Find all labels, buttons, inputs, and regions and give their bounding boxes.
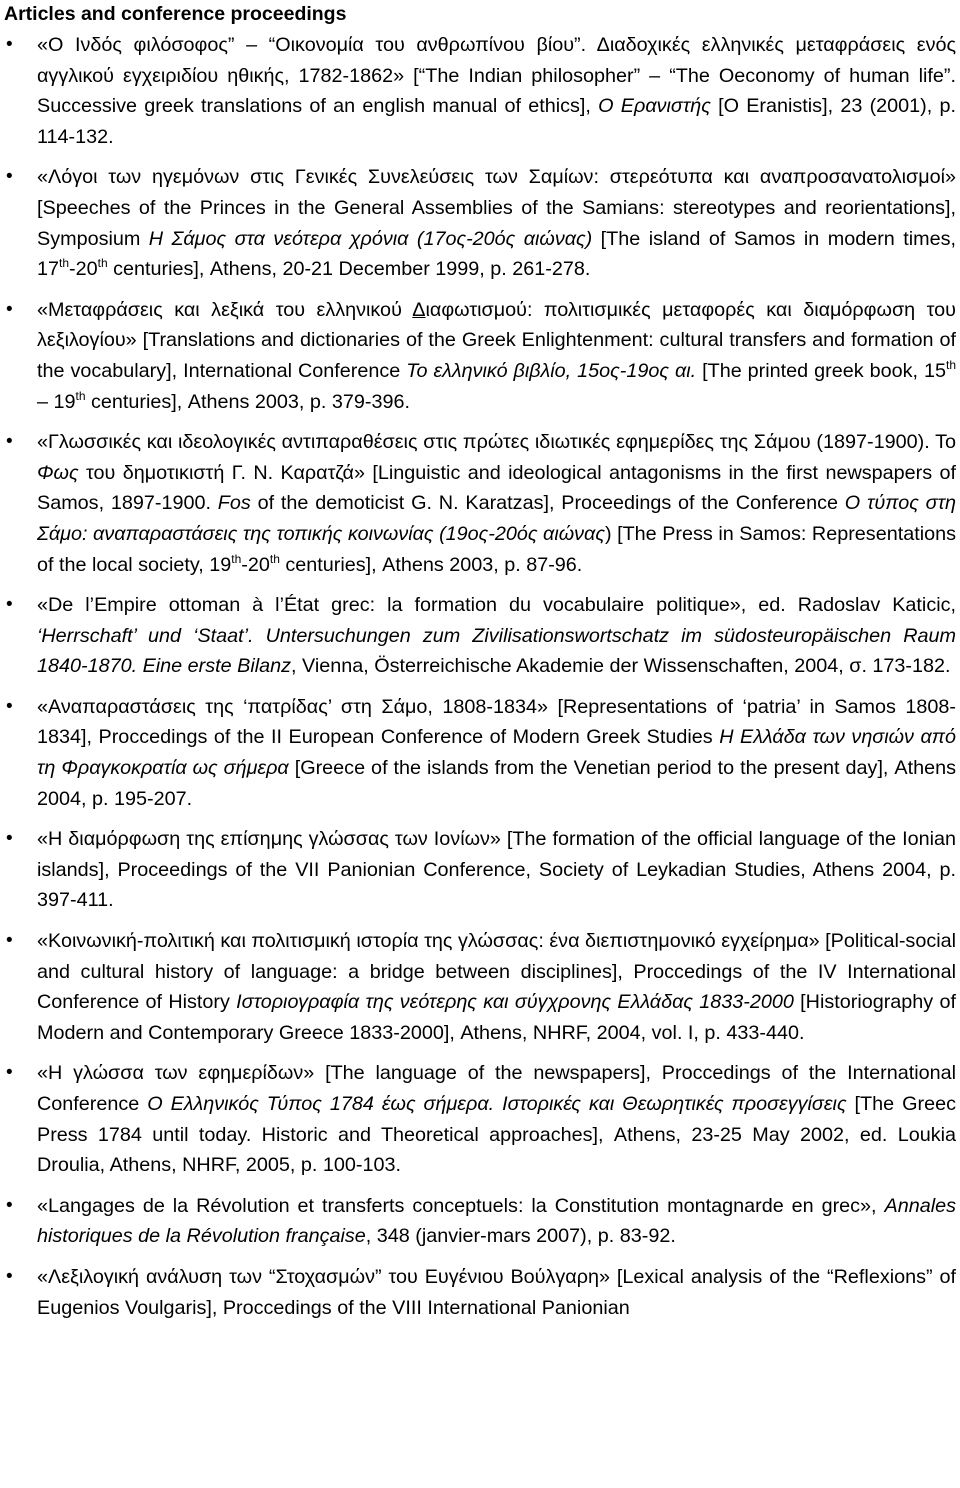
bullet-icon: • xyxy=(6,1194,13,1216)
bullet-icon: • xyxy=(6,695,13,717)
entry-text: [The Greec Press 1784 until today. Historic and Theoretical approaches], Athens, 23-25 May 2002, ed. Loukia Droulia, Athens, NHRF, 2005, p. 100-103. xyxy=(37,1093,956,1177)
entry-text: [Greece of the islands from the Venetian period to the present day], Athens 2004, p. 195-207. xyxy=(37,757,957,810)
entry-text: centuries], Athens, 20-21 December 1999, p. 261-278. xyxy=(107,258,591,281)
bullet-icon: • xyxy=(6,431,13,453)
ordinal-superscript: th xyxy=(97,256,108,271)
italic-title: Fos xyxy=(217,492,251,515)
bibliography-entry xyxy=(2,926,956,1048)
entry-text: [Historiography of Modern and Contemporary Greece 1833-2000], Athens, NHRF, 2004, vol. I, p. 433-440. xyxy=(37,991,956,1044)
entry-text: «Αναπαραστάσεις της ‘πατρίδας’ στη Σάμο, 1808-1834» [Representations of ‘patria’ in Samos 1808-1834], Proccedings of the II European Conference of Modern Greek Studies xyxy=(37,695,956,749)
bibliography-entry xyxy=(2,692,956,814)
entry-text: [The printed greek book, 15 xyxy=(696,359,946,382)
entry-text: centuries], Athens 2003, p. 87-96. xyxy=(279,553,583,576)
entry-text: -20 xyxy=(69,258,98,281)
bullet-icon: • xyxy=(6,1265,13,1287)
bibliography-entry xyxy=(2,1191,956,1252)
bibliography-entry xyxy=(2,590,956,682)
entry-text: «Η γλώσσα των εφημερίδων» [The language of the newspapers], Proccedings of the International Conference xyxy=(37,1062,956,1115)
italic-title: Το ελληνικό βιβλίο, 15ος-19ος αι. xyxy=(406,359,697,382)
italic-title: Ο τύπος στη Σάμο: αναπαραστάσεις της τοπικής κοινωνίας (19ος-20ός αιώνας xyxy=(37,492,956,545)
ordinal-superscript: th xyxy=(59,256,70,271)
bullet-icon: • xyxy=(6,298,13,320)
italic-title: Φως xyxy=(37,461,79,484)
underlined-text: Δ xyxy=(412,298,426,321)
entry-text: «Κοινωνική-πολιτική και πολιτισμική ιστορία της γλώσσας: ένα διεπιστημονικό εγχείρημα» [Political-social and cultural history of language: a bridge between disciplines], Proccedings of the IV International Conference of History xyxy=(37,930,956,1014)
entry-text: ιαφωτισμού: πολιτισμικές μεταφορές και διαμόρφωση του λεξιλογίου» [Translations and dictionaries of the Greek Enlightenment: cultural transfers and formation of the vocabulary], International Conference xyxy=(37,298,956,382)
entry-text: «De l’Empire ottoman à l’État grec: la formation du vocabulaire politique», ed. Radoslav Katicic, xyxy=(37,594,956,617)
entry-text: , 348 (janvier-mars 2007), p. 83-92. xyxy=(365,1225,676,1248)
ordinal-superscript: th xyxy=(231,551,242,566)
entry-text: του δημοτικιστή Γ. Ν. Καρατζά» [Linguistic and ideological antagonisms in the first newspapers of Samos, 1897-1900. xyxy=(37,461,956,515)
italic-title: Annales historiques de la Révolution française xyxy=(37,1194,956,1248)
entry-text: «Ο Ινδός φιλόσοφος” – “Οικονομία του ανθρωπίνου βίου”. Διαδοχικές ελληνικές μεταφράσεις ενός αγγλικού εγχειριδίου ηθικής, 1782-1862» [“The Indian philosopher” – “The Oeconomy of human life”. Successive greek translations of an english manual of ethics], xyxy=(37,34,956,118)
entry-text: «Langages de la Révolution et transferts conceptuels: la Constitution montagnarde en grec», xyxy=(37,1194,885,1217)
bullet-icon: • xyxy=(6,594,13,616)
entry-text: «Λόγοι των ηγεμόνων στις Γενικές Συνελεύσεις των Σαμίων: στερεότυπα και αναπροσανατολισμοί» [Speeches of the Princes in the General Assemblies of the Samians: stereotypes and reorientations], Symposium xyxy=(37,166,956,250)
bibliography-entry xyxy=(2,1262,956,1323)
entry-text: – 19 xyxy=(37,390,76,413)
bibliography-entry xyxy=(2,162,956,284)
entry-text: of the demoticist G. N. Karatzas], Proceedings of the Conference xyxy=(250,492,845,515)
section-heading: Articles and conference proceedings xyxy=(4,3,347,25)
italic-title: ‘Herrschaft’ und ‘Staat’. Untersuchungen zum Zivilisationswortschatz im südosteuropäischen Raum 1840-1870. Eine erste Bilanz xyxy=(37,624,956,678)
ordinal-superscript: th xyxy=(945,357,956,372)
entry-text: «Γλωσσικές και ιδεολογικές αντιπαραθέσεις στις πρώτες ιδιωτικές εφημερίδες της Σάμου (1897-1900). Το xyxy=(37,431,956,454)
entry-text: -20 xyxy=(241,553,270,576)
bullet-icon: • xyxy=(6,1062,13,1084)
italic-title: Ο Ελληνικός Τύπος 1784 έως σήμερα. Ιστορικές και Θεωρητικές προσεγγίσεις xyxy=(147,1093,847,1115)
entry-text: ) [The Press in Samos: Representations of the local society, 19 xyxy=(37,522,956,576)
bibliography-entry xyxy=(2,295,956,417)
ordinal-superscript: th xyxy=(75,388,86,403)
bullet-icon: • xyxy=(6,930,13,952)
italic-title: Ο Ερανιστής xyxy=(598,95,711,118)
bullet-icon: • xyxy=(6,828,13,850)
bibliography-entry xyxy=(2,1058,956,1180)
bibliography-list xyxy=(2,30,956,1323)
bullet-icon: • xyxy=(6,34,13,55)
bibliography-entry xyxy=(2,30,956,152)
ordinal-superscript: th xyxy=(269,551,280,566)
bibliography-entry xyxy=(2,427,956,580)
bullet-icon: • xyxy=(6,166,13,188)
italic-title: Ιστοριογραφία της νεότερης και σύγχρονης Ελλάδας 1833-2000 xyxy=(236,991,794,1014)
italic-title: Η Ελλάδα των νησιών από τη Φραγκοκρατία ως σήμερα xyxy=(37,726,956,780)
italic-title: Η Σάμος στα νεότερα χρόνια (17ος-20ός αιώνας) xyxy=(148,227,593,250)
entry-text: centuries], Athens 2003, p. 379-396. xyxy=(85,390,410,413)
entry-text: «Η διαμόρφωση της επίσημης γλώσσας των Ιονίων» [The formation of the official language of the Ionian islands], Proceedings of the VII Panionian Conference, Society of Leykadian Studies, Athens 2004, p. 397-411. xyxy=(37,828,956,912)
entry-text: , Vienna, Österreichische Akademie der Wissenschaften, 2004, σ. 173-182. xyxy=(291,655,951,678)
entry-text: [O Eranistis], 23 (2001), p. 114-132. xyxy=(37,95,956,148)
entry-text: [The island of Samos in modern times, 17 xyxy=(37,227,956,281)
bibliography-entry xyxy=(2,824,956,916)
entry-text: «Λεξιλογική ανάλυση των “Στοχασμών” του Ευγένιου Βούλγαρη» [Lexical analysis of the “Reflexions” of Eugenios Voulgaris], Proccedings of the VIII International Panionian xyxy=(37,1265,956,1319)
entry-text: «Μεταφράσεις και λεξικά του ελληνικού xyxy=(37,298,413,321)
